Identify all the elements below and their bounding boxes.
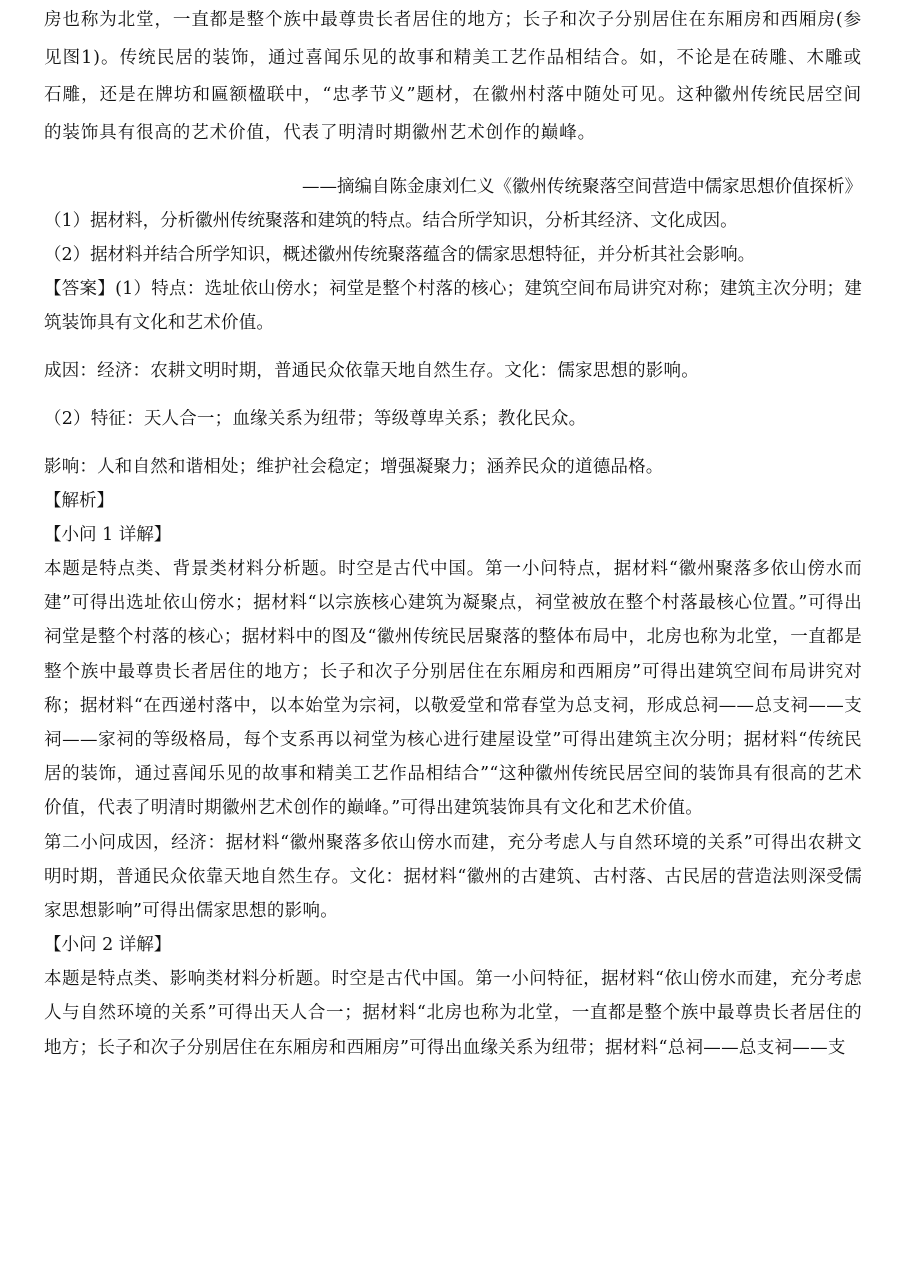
sub-question-1-paragraph-1: 本题是特点类、背景类材料分析题。时空是古代中国。第一小问特点，据材料“徽州聚落多依山傍水而建”可得出选址依山傍水；据材料“以宗族核心建筑为凝聚点，祠堂被放在整个村落最核心位置。”可得出祠堂是整个村落的核心；据材料中的图及“徽州传统民居聚落的整体布局中，北房也称为北堂，一直都是整个族中最尊贵长者居住的地方；长子和次子分别居住在东厢房和西厢房”可得出建筑空间布局讲究对称；据材料“在西递村落中，以本始堂为宗祠，以敬爱堂和常春堂为总支祠，形成总祠——总支祠——支祠——家祠的等级格局，每个支系再以祠堂为核心进行建屋设堂”可得出建筑主次分明；据材料“传统民居的装饰，通过喜闻乐见的故事和精美工艺作品相结合”“这种徽州传统民居空间的装饰具有很高的艺术价值，代表了明清时期徽州艺术创作的巅峰。”可得出建筑装饰具有文化和艺术价值。 [44,559,862,819]
sub-question-1-heading: 【小问 1 详解】 [44,525,172,545]
answer-2-impact: 影响：人和自然和谐相处；维护社会稳定；增强凝聚力；涵养民众的道德品格。 [44,457,664,477]
sub-question-2-paragraph-1: 本题是特点类、影响类材料分析题。时空是古代中国。第一小问特征，据材料“依山傍水而建，充分考虑人与自然环境的关系”可得出天人合一；据材料“北房也称为北堂，一直都是整个族中最尊贵长者居住的地方；长子和次子分别居住在东厢房和西厢房”可得出血缘关系为纽带；据材料“总祠——总支祠——支 [44,969,862,1058]
source-citation: ——摘编自陈金康刘仁义《徽州传统聚落空间营造中儒家思想价值探析》 [302,177,862,197]
answer-1-features: 【答案】(1）特点：选址依山傍水；祠堂是整个村落的核心；建筑空间布局讲究对称；建筑主次分明；建筑装饰具有文化和艺术价值。 [44,279,862,333]
sub-question-1-paragraph-2: 第二小问成因，经济：据材料“徽州聚落多依山傍水而建，充分考虑人与自然环境的关系”可得出农耕文明时期，普通民众依靠天地自然生存。文化：据材料“徽州的古建筑、古村落、古民居的营造法则深受儒家思想影响”可得出儒家思想的影响。 [44,832,862,922]
material-paragraph: 房也称为北堂，一直都是整个族中最尊贵长者居住的地方；长子和次子分别居住在东厢房和西厢房(参见图1)。传统民居的装饰，通过喜闻乐见的故事和精美工艺作品相结合。如，不论是在砖雕、木雕或石雕，还是在牌坊和匾额楹联中，“忠孝节义”题材，在徽州村落中随处可见。这种徽州传统民居空间的装饰具有很高的艺术价值，代表了明清时期徽州艺术创作的巅峰。 [44,10,862,143]
answer-2-features: （2）特征：天人合一；血缘关系为纽带；等级尊卑关系；教化民众。 [44,409,587,429]
sub-question-2-heading: 【小问 2 详解】 [44,935,172,956]
question-1: （1）据材料，分析徽州传统聚落和建筑的特点。结合所学知识，分析其经济、文化成因。 [44,211,738,231]
question-2: （2）据材料并结合所学知识，概述徽州传统聚落蕴含的儒家思想特征，并分析其社会影响。 [44,245,756,265]
analysis-heading: 【解析】 [44,491,114,511]
answer-1-causes: 成因：经济：农耕文明时期，普通民众依靠天地自然生存。文化：儒家思想的影响。 [44,361,699,381]
